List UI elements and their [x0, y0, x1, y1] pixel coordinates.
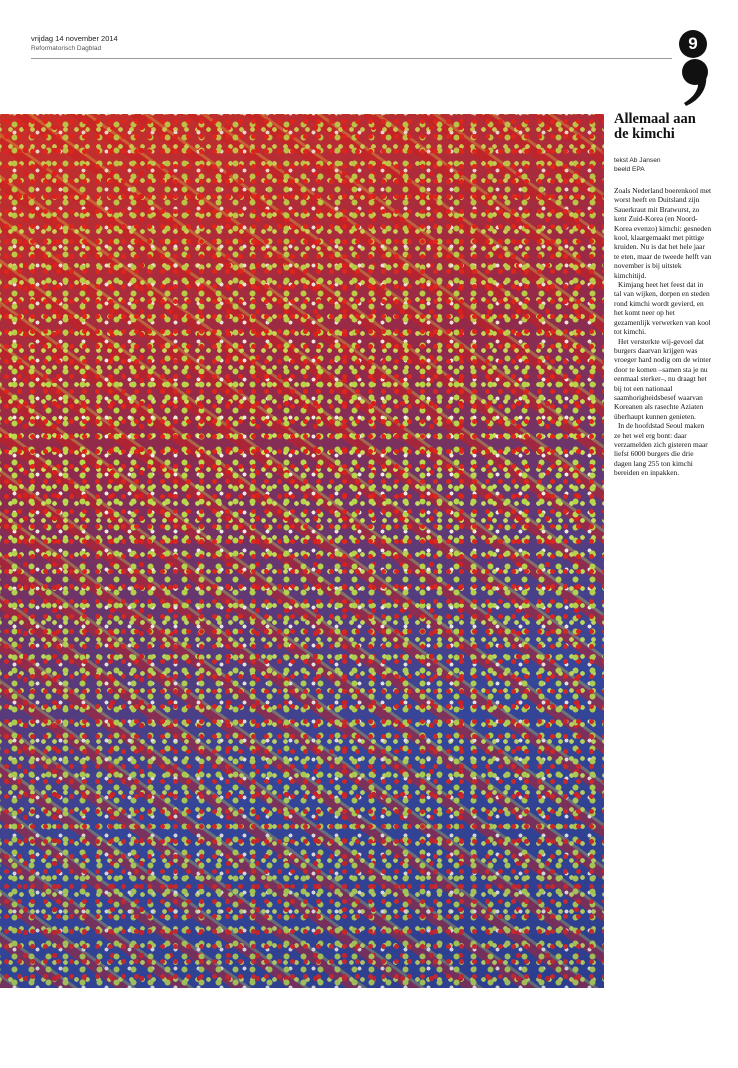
kimchi-festival-photo: [0, 114, 604, 988]
article-paragraph: Kimjang heet het feest dat in tal van wijken, dorpen en steden rond kimchi wordt gevierd, en het komt neer op het gezamenlijk verwerken van kool tot kimchi.: [614, 280, 711, 337]
newspaper-name: Reformatorisch Dagblad: [31, 45, 102, 52]
comma-icon: [680, 58, 710, 108]
article-credits: [614, 156, 712, 174]
article-sidebar: [614, 112, 712, 478]
page-number-badge: 9: [679, 30, 707, 58]
photo-credit: beeld EPA: [614, 166, 645, 173]
page-header: [31, 34, 118, 53]
text-credit: tekst Ab Jansen: [614, 157, 661, 164]
article-body: [614, 186, 712, 478]
article-paragraph: Het versterkte wij-gevoel dat burgers daarvan krijgen was vroeger hard nodig om de winter door te komen –samen sta je nu eenmaal sterker–, nu draagt het bij tot een nationaal saamhorigheidsbesef waarvan Koreanen als rasechte Aziaten überhaupt kunnen genieten.: [614, 336, 712, 421]
header-divider: [31, 58, 672, 59]
article-paragraph: In de hoofdstad Seoul maken ze het wel erg bont: daar verzamelden zich gisteren maar liefst 6000 burgers die drie dagen lang 255 ton kimchi bereiden en inpakken.: [614, 421, 708, 478]
issue-date: vrijdag 14 november 2014: [31, 34, 118, 43]
article-paragraph: Zoals Nederland boerenkool met worst heeft en Duitsland zijn Sauerkraut mit Bratwurst, zo kent Zuid-Korea (en Noord-Korea evenzo) kimchi: gesneden kool, klaargemaakt met pittige kruiden. Nu is dat het hele jaar te eten, maar de tweede helft van november is bij uitstek kimchitijd.: [614, 186, 712, 280]
article-headline: Allemaal aan de kimchi: [614, 111, 696, 142]
